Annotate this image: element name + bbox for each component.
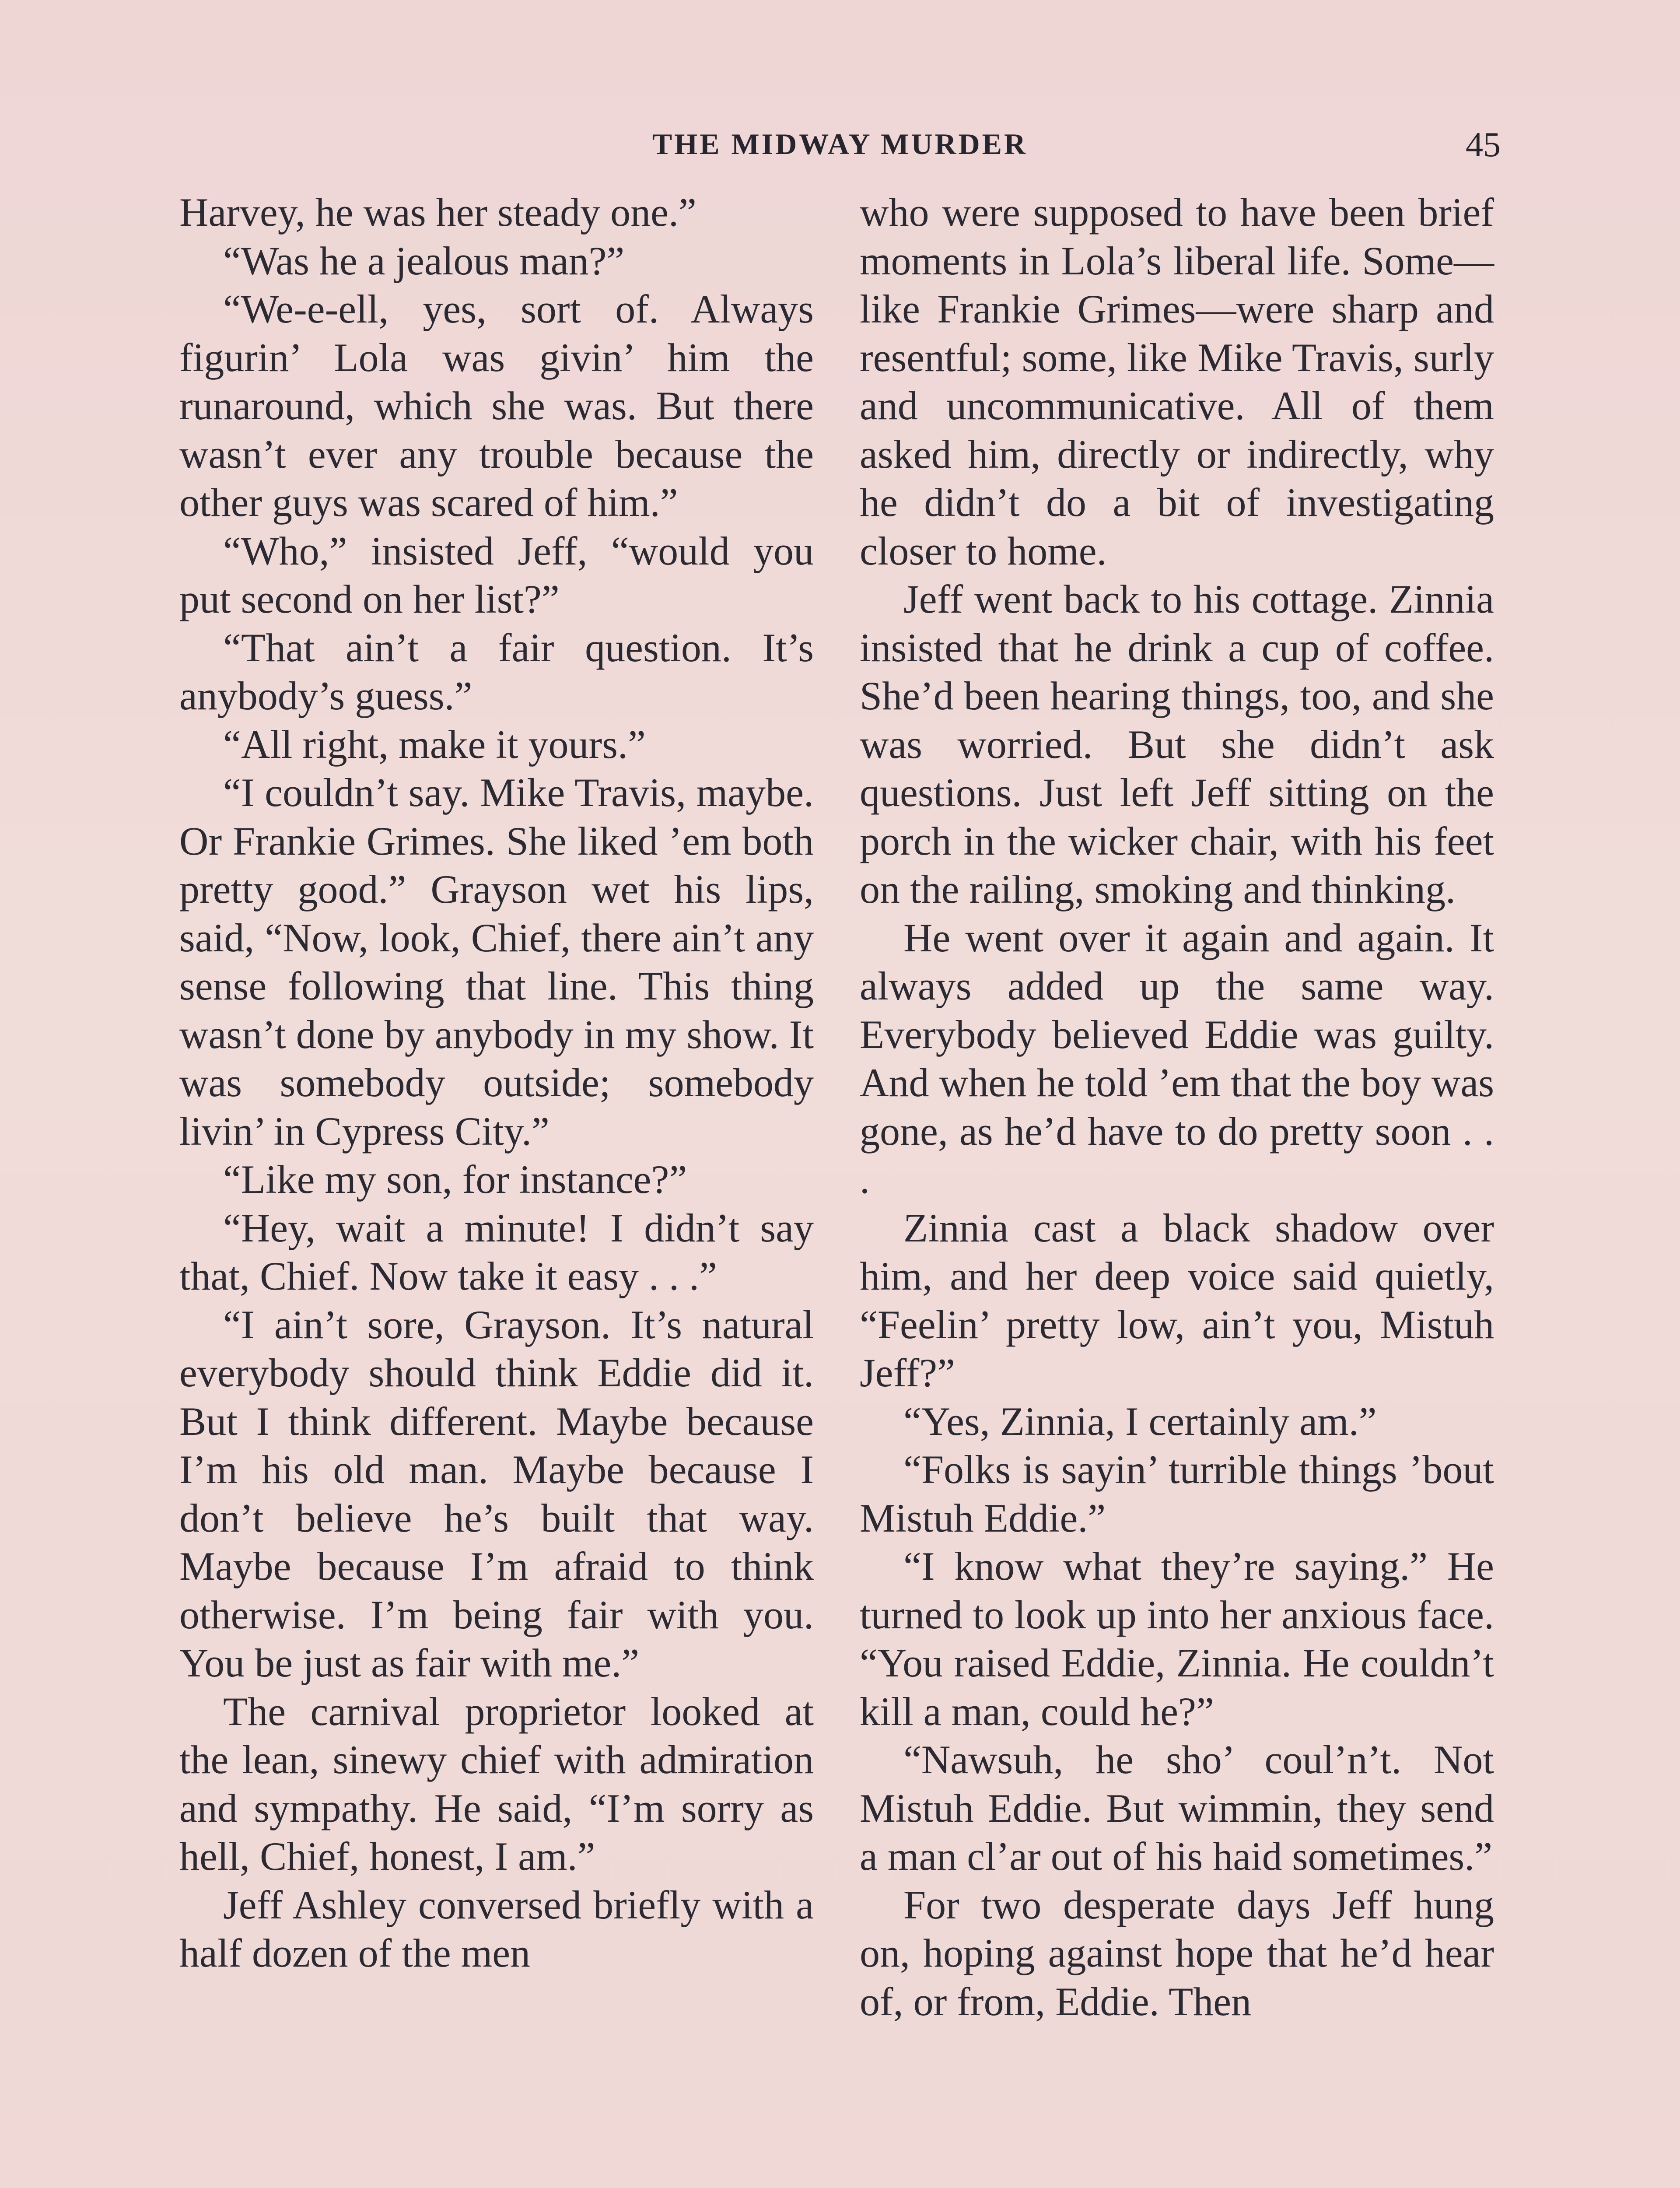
paragraph: who were supposed to have been brief moments in Lola’s liberal life. Some—like Frankie Grimes—were sharp and resentful; some, like Mike Travis, surly and uncommunicative. All of them asked him, directly or indirectly, why he didn’t do a bit of investigating closer to home.	[860, 190, 1494, 573]
paragraph: “We-e-ell, yes, sort of. Always figurin’ Lola was givin’ him the runaround, which she was. But there wasn’t ever any trouble because the other guys was scared of him.”	[179, 287, 814, 525]
paragraph: He went over it again and again. It always added up the same way. Everybody believed Eddie was guilty. And when he told ’em that the boy was gone, as he’d have to do pretty soon . . .	[860, 915, 1494, 1202]
paragraph: “Like my son, for instance?”	[223, 1157, 687, 1202]
paragraph: Jeff went back to his cottage. Zinnia insisted that he drink a cup of coffee. She’d been hearing things, too, and she was worried. But she didn’t ask questions. Just left Jeff sitting on the porch in the wicker chair, with his feet on the railing, smoking and thinking.	[860, 577, 1494, 912]
paragraph: Zinnia cast a black shadow over him, and her deep voice said quietly, “Feelin’ pretty low, ain’t you, Mistuh Jeff?”	[860, 1205, 1494, 1395]
paragraph: “I ain’t sore, Grayson. It’s natural everybody should think Eddie did it. But I think different. Maybe because I’m his old man. Maybe because I don’t believe he’s built that way. Maybe because I’m afraid to think otherwise. I’m being fair with you. You be just as fair with me.”	[179, 1302, 814, 1685]
paragraph: “Hey, wait a minute! I didn’t say that, Chief. Now take it easy . . .”	[179, 1205, 814, 1298]
paragraph: “I know what they’re saying.” He turned to look up into her anxious face. “You raised Eddie, Zinnia. He couldn’t kill a man, could he?”	[860, 1544, 1494, 1734]
paragraph: “Yes, Zinnia, I certainly am.”	[903, 1399, 1377, 1444]
page-number: 45	[1466, 126, 1501, 164]
paragraph: “Was he a jealous man?”	[223, 238, 625, 283]
paragraph: “All right, make it yours.”	[223, 722, 646, 767]
page-header	[179, 127, 1501, 175]
paragraph: Jeff Ashley conversed briefly with a half dozen of the men	[179, 1882, 814, 1975]
paragraph: “Nawsuh, he sho’ coul’n’t. Not Mistuh Eddie. But wimmin, they send a man cl’ar out of his haid sometimes.”	[860, 1737, 1494, 1879]
paragraph: The carnival proprietor looked at the lean, sinewy chief with admiration and sympathy. He said, “I’m sorry as hell, Chief, honest, I am.”	[179, 1689, 814, 1879]
paragraph: Harvey, he was her steady one.”	[179, 190, 696, 235]
paragraph: “I couldn’t say. Mike Travis, maybe. Or Frankie Grimes. She liked ’em both pretty good.” Grayson wet his lips, said, “Now, look, Chief, there ain’t any sense following that line. This thing wasn’t done by anybody in my show. It was somebody outside; somebody livin’ in Cypress City.”	[179, 770, 814, 1154]
right-column	[860, 188, 1494, 2026]
left-column	[179, 188, 814, 1978]
running-head: THE MIDWAY MURDER	[652, 127, 1028, 161]
paragraph: “That ain’t a fair question. It’s anybody’s guess.”	[179, 625, 814, 718]
paragraph: “Who,” insisted Jeff, “would you put second on her list?”	[179, 528, 814, 621]
paragraph: For two desperate days Jeff hung on, hoping against hope that he’d hear of, or from, Eddie. Then	[860, 1882, 1494, 2024]
paragraph: “Folks is sayin’ turrible things ’bout Mistuh Eddie.”	[860, 1447, 1494, 1540]
